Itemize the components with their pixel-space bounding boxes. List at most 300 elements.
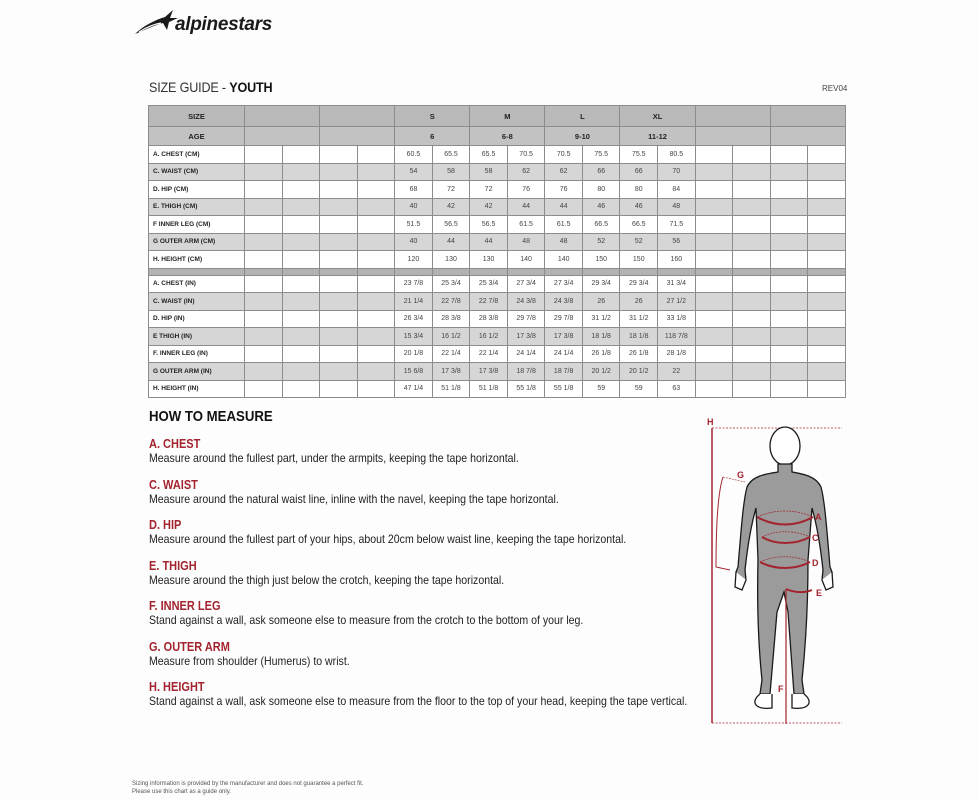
value-cell: 26 — [582, 293, 620, 311]
value-cell: 65.5 — [432, 146, 470, 164]
value-cell — [733, 233, 771, 251]
value-cell — [282, 251, 320, 269]
value-cell: 26 1/8 — [620, 345, 658, 363]
value-cell: 22 — [658, 363, 696, 381]
value-cell — [770, 363, 808, 381]
value-cell: 24 3/8 — [545, 293, 583, 311]
measure-heading: E. THIGH — [149, 558, 197, 573]
value-cell — [770, 163, 808, 181]
value-cell: 72 — [470, 181, 508, 199]
value-cell: 22 7/8 — [470, 293, 508, 311]
value-cell: 54 — [395, 163, 433, 181]
value-cell — [733, 310, 771, 328]
measure-description: Stand against a wall, ask someone else to measure from the crotch to the bottom of your leg. — [149, 613, 584, 627]
value-cell — [245, 380, 283, 398]
value-cell — [282, 233, 320, 251]
value-cell — [320, 345, 358, 363]
row-label: E. THIGH (CM) — [149, 198, 245, 216]
value-cell — [808, 293, 846, 311]
value-cell: 76 — [507, 181, 545, 199]
value-cell: 29 3/4 — [582, 275, 620, 293]
value-cell — [733, 363, 771, 381]
value-cell — [357, 181, 395, 199]
value-cell — [733, 146, 771, 164]
value-cell — [733, 198, 771, 216]
value-cell: 25 3/4 — [432, 275, 470, 293]
age-cell — [695, 127, 770, 146]
value-cell — [320, 380, 358, 398]
value-cell: 18 1/8 — [620, 328, 658, 346]
value-cell: 44 — [545, 198, 583, 216]
value-cell: 61.5 — [545, 216, 583, 234]
value-cell: 66.5 — [582, 216, 620, 234]
size-cell — [770, 106, 845, 127]
age-cell: 6 — [395, 127, 470, 146]
age-cell — [245, 127, 320, 146]
value-cell: 70.5 — [545, 146, 583, 164]
value-cell — [808, 181, 846, 199]
measure-instruction — [149, 478, 709, 506]
separator-cell — [357, 268, 395, 275]
value-cell: 31 1/2 — [582, 310, 620, 328]
value-cell — [808, 146, 846, 164]
value-cell: 70 — [658, 163, 696, 181]
value-cell — [245, 363, 283, 381]
value-cell — [770, 275, 808, 293]
row-label: C. WAIST (IN) — [149, 293, 245, 311]
label-a: A — [815, 512, 822, 522]
value-cell — [770, 328, 808, 346]
value-cell — [357, 146, 395, 164]
value-cell: 16 1/2 — [470, 328, 508, 346]
value-cell — [808, 345, 846, 363]
value-cell: 25 3/4 — [470, 275, 508, 293]
value-cell — [733, 275, 771, 293]
measure-heading: A. CHEST — [149, 437, 201, 451]
value-cell: 24 1/4 — [507, 345, 545, 363]
value-cell — [282, 345, 320, 363]
measure-heading: C. WAIST — [149, 477, 198, 492]
value-cell — [695, 233, 733, 251]
row-label: F. INNER LEG (IN) — [149, 345, 245, 363]
value-cell — [282, 163, 320, 181]
value-cell: 18 1/8 — [582, 328, 620, 346]
value-cell: 15 6/8 — [395, 363, 433, 381]
value-cell: 76 — [545, 181, 583, 199]
separator-cell — [320, 268, 358, 275]
value-cell — [808, 216, 846, 234]
value-cell: 66.5 — [620, 216, 658, 234]
value-cell — [245, 328, 283, 346]
value-cell — [695, 380, 733, 398]
value-cell — [695, 275, 733, 293]
value-cell — [733, 345, 771, 363]
value-cell — [357, 310, 395, 328]
measure-instruction — [149, 559, 709, 587]
value-cell: 68 — [395, 181, 433, 199]
value-cell — [733, 251, 771, 269]
label-c: C — [812, 533, 819, 543]
footer-line-2: Please use this chart as a guide only. — [132, 789, 231, 795]
value-cell — [282, 146, 320, 164]
value-cell — [808, 328, 846, 346]
value-cell — [245, 181, 283, 199]
value-cell — [320, 181, 358, 199]
value-cell — [245, 233, 283, 251]
value-cell — [695, 251, 733, 269]
value-cell: 24 3/8 — [507, 293, 545, 311]
value-cell: 56.5 — [470, 216, 508, 234]
value-cell — [808, 363, 846, 381]
value-cell: 18 7/8 — [507, 363, 545, 381]
value-cell: 16 1/2 — [432, 328, 470, 346]
value-cell: 75.5 — [620, 146, 658, 164]
value-cell — [695, 163, 733, 181]
value-cell — [245, 293, 283, 311]
value-cell: 29 7/8 — [507, 310, 545, 328]
value-cell — [733, 293, 771, 311]
size-cell: M — [470, 106, 545, 127]
value-cell: 62 — [507, 163, 545, 181]
value-cell — [320, 198, 358, 216]
value-cell: 48 — [658, 198, 696, 216]
title-category: YOUTH — [229, 79, 273, 95]
value-cell — [357, 363, 395, 381]
value-cell — [770, 233, 808, 251]
value-cell: 48 — [507, 233, 545, 251]
brand-logo — [133, 8, 303, 38]
table-row — [149, 233, 846, 251]
value-cell — [357, 216, 395, 234]
row-label: C. WAIST (CM) — [149, 163, 245, 181]
value-cell — [733, 328, 771, 346]
measure-heading: G. OUTER ARM — [149, 639, 230, 654]
value-cell: 65.5 — [470, 146, 508, 164]
value-cell — [282, 198, 320, 216]
value-cell: 42 — [432, 198, 470, 216]
value-cell: 46 — [620, 198, 658, 216]
how-to-measure-title: HOW TO MEASURE — [149, 408, 273, 425]
value-cell: 62 — [545, 163, 583, 181]
value-cell: 60.5 — [395, 146, 433, 164]
value-cell: 21 1/4 — [395, 293, 433, 311]
value-cell: 22 7/8 — [432, 293, 470, 311]
table-row — [149, 198, 846, 216]
value-cell — [695, 328, 733, 346]
label-h: H — [707, 417, 714, 427]
age-header-row — [149, 127, 846, 146]
value-cell — [320, 363, 358, 381]
value-cell — [770, 146, 808, 164]
value-cell — [282, 310, 320, 328]
value-cell — [245, 251, 283, 269]
table-row — [149, 181, 846, 199]
value-cell: 51 1/8 — [470, 380, 508, 398]
size-cell — [320, 106, 395, 127]
age-cell: 6-8 — [470, 127, 545, 146]
value-cell — [695, 198, 733, 216]
table-row — [149, 345, 846, 363]
value-cell — [808, 163, 846, 181]
age-header-label: AGE — [149, 127, 245, 146]
separator-cell — [582, 268, 620, 275]
value-cell — [320, 163, 358, 181]
value-cell — [282, 363, 320, 381]
value-cell: 26 1/8 — [582, 345, 620, 363]
value-cell: 17 3/8 — [432, 363, 470, 381]
value-cell: 22 1/4 — [470, 345, 508, 363]
value-cell — [320, 310, 358, 328]
value-cell: 58 — [470, 163, 508, 181]
measure-instruction — [149, 437, 709, 465]
row-label: E THIGH (IN) — [149, 328, 245, 346]
value-cell: 56 — [658, 233, 696, 251]
value-cell — [357, 198, 395, 216]
value-cell: 29 7/8 — [545, 310, 583, 328]
value-cell: 59 — [620, 380, 658, 398]
measure-description: Measure from shoulder (Humerus) to wrist. — [149, 653, 350, 668]
table-row — [149, 293, 846, 311]
separator-cell — [620, 268, 658, 275]
value-cell: 26 — [620, 293, 658, 311]
value-cell: 140 — [507, 251, 545, 269]
value-cell — [282, 328, 320, 346]
age-cell — [770, 127, 845, 146]
value-cell: 71.5 — [658, 216, 696, 234]
value-cell — [320, 275, 358, 293]
value-cell: 51 1/8 — [432, 380, 470, 398]
value-cell: 44 — [432, 233, 470, 251]
size-header-label: SIZE — [149, 106, 245, 127]
value-cell — [808, 380, 846, 398]
value-cell — [695, 181, 733, 199]
table-row — [149, 380, 846, 398]
separator-cell — [733, 268, 771, 275]
table-row — [149, 363, 846, 381]
row-label: H. HEIGHT (CM) — [149, 251, 245, 269]
value-cell — [695, 293, 733, 311]
value-cell: 140 — [545, 251, 583, 269]
value-cell — [808, 251, 846, 269]
measure-instruction — [149, 599, 709, 627]
value-cell: 66 — [620, 163, 658, 181]
value-cell — [245, 163, 283, 181]
value-cell: 63 — [658, 380, 696, 398]
table-row — [149, 251, 846, 269]
table-row — [149, 328, 846, 346]
value-cell — [357, 328, 395, 346]
separator-cell — [808, 268, 846, 275]
value-cell — [282, 275, 320, 293]
value-cell: 56.5 — [432, 216, 470, 234]
table-row — [149, 216, 846, 234]
value-cell: 118 7/8 — [658, 328, 696, 346]
value-cell: 160 — [658, 251, 696, 269]
value-cell: 80 — [620, 181, 658, 199]
value-cell: 51.5 — [395, 216, 433, 234]
value-cell: 31 3/4 — [658, 275, 696, 293]
value-cell: 52 — [620, 233, 658, 251]
value-cell — [357, 345, 395, 363]
value-cell — [320, 293, 358, 311]
separator-cell — [658, 268, 696, 275]
value-cell: 44 — [507, 198, 545, 216]
value-cell: 48 — [545, 233, 583, 251]
size-cell: L — [545, 106, 620, 127]
label-e: E — [816, 588, 823, 598]
value-cell: 17 3/8 — [470, 363, 508, 381]
body-measurement-figure — [700, 412, 850, 730]
measure-description: Measure around the natural waist line, inline with the navel, keeping the tape horizontal. — [149, 491, 559, 506]
value-cell: 70.5 — [507, 146, 545, 164]
value-cell — [245, 216, 283, 234]
label-d: D — [812, 558, 819, 568]
value-cell — [770, 198, 808, 216]
value-cell — [357, 275, 395, 293]
separator-cell — [507, 268, 545, 275]
value-cell — [282, 380, 320, 398]
row-label: D. HIP (IN) — [149, 310, 245, 328]
value-cell — [320, 328, 358, 346]
value-cell: 40 — [395, 233, 433, 251]
value-cell: 20 1/8 — [395, 345, 433, 363]
value-cell — [695, 146, 733, 164]
value-cell: 52 — [582, 233, 620, 251]
star-swoosh-icon — [133, 8, 179, 38]
value-cell: 130 — [432, 251, 470, 269]
value-cell — [733, 380, 771, 398]
value-cell: 23 7/8 — [395, 275, 433, 293]
value-cell — [245, 275, 283, 293]
value-cell — [245, 146, 283, 164]
value-cell — [808, 198, 846, 216]
row-label: G OUTER ARM (IN) — [149, 363, 245, 381]
value-cell — [695, 363, 733, 381]
value-cell: 55 1/8 — [507, 380, 545, 398]
value-cell: 31 1/2 — [620, 310, 658, 328]
value-cell: 66 — [582, 163, 620, 181]
label-g: G — [737, 470, 745, 480]
title-prefix: SIZE GUIDE - — [149, 79, 230, 95]
value-cell — [282, 181, 320, 199]
value-cell: 130 — [470, 251, 508, 269]
value-cell: 150 — [582, 251, 620, 269]
separator-cell — [395, 268, 433, 275]
value-cell — [245, 345, 283, 363]
value-cell: 33 1/8 — [658, 310, 696, 328]
table-row — [149, 146, 846, 164]
value-cell: 40 — [395, 198, 433, 216]
value-cell: 20 1/2 — [620, 363, 658, 381]
value-cell: 17 3/8 — [507, 328, 545, 346]
size-cell — [245, 106, 320, 127]
value-cell — [733, 163, 771, 181]
value-cell — [320, 251, 358, 269]
footer-line-1: Sizing information is provided by the manufacturer and does not guarantee a perfect fit. — [132, 781, 364, 787]
value-cell — [770, 293, 808, 311]
value-cell — [770, 216, 808, 234]
row-label: H. HEIGHT (IN) — [149, 380, 245, 398]
value-cell — [245, 310, 283, 328]
measure-instruction — [149, 680, 709, 708]
value-cell — [695, 310, 733, 328]
value-cell — [695, 345, 733, 363]
size-cell: XL — [620, 106, 695, 127]
size-table — [148, 105, 846, 398]
value-cell — [733, 216, 771, 234]
unit-separator-row — [149, 268, 846, 275]
value-cell: 61.5 — [507, 216, 545, 234]
value-cell — [357, 233, 395, 251]
value-cell: 120 — [395, 251, 433, 269]
value-cell: 28 1/8 — [658, 345, 696, 363]
measure-description: Measure around the thigh just below the crotch, keeping the tape horizontal. — [149, 572, 505, 587]
row-label: G OUTER ARM (CM) — [149, 233, 245, 251]
value-cell: 28 3/8 — [470, 310, 508, 328]
table-row — [149, 275, 846, 293]
separator-cell — [149, 268, 245, 275]
value-cell — [770, 310, 808, 328]
value-cell — [320, 216, 358, 234]
value-cell: 47 1/4 — [395, 380, 433, 398]
row-label: F INNER LEG (CM) — [149, 216, 245, 234]
value-cell — [733, 181, 771, 199]
value-cell — [282, 293, 320, 311]
measure-heading: F. INNER LEG — [149, 599, 221, 613]
separator-cell — [432, 268, 470, 275]
value-cell — [808, 233, 846, 251]
value-cell — [770, 181, 808, 199]
age-cell — [320, 127, 395, 146]
footer-disclaimer — [132, 780, 363, 796]
value-cell — [357, 293, 395, 311]
separator-cell — [770, 268, 808, 275]
value-cell — [282, 216, 320, 234]
value-cell: 150 — [620, 251, 658, 269]
value-cell: 27 1/2 — [658, 293, 696, 311]
age-cell: 9-10 — [545, 127, 620, 146]
value-cell: 59 — [582, 380, 620, 398]
value-cell: 29 3/4 — [620, 275, 658, 293]
separator-cell — [545, 268, 583, 275]
value-cell: 80 — [582, 181, 620, 199]
table-row — [149, 310, 846, 328]
measure-description: Stand against a wall, ask someone else to measure from the floor to the top of your head, keeping the tape vertical. — [149, 694, 688, 708]
value-cell: 44 — [470, 233, 508, 251]
value-cell: 58 — [432, 163, 470, 181]
value-cell: 80.5 — [658, 146, 696, 164]
value-cell: 27 3/4 — [507, 275, 545, 293]
value-cell: 75.5 — [582, 146, 620, 164]
size-header-row — [149, 106, 846, 127]
value-cell — [770, 251, 808, 269]
value-cell: 42 — [470, 198, 508, 216]
label-f: F — [778, 684, 784, 694]
value-cell — [808, 275, 846, 293]
value-cell — [357, 251, 395, 269]
size-cell: S — [395, 106, 470, 127]
value-cell — [245, 198, 283, 216]
measure-description: Measure around the fullest part of your hips, about 20cm below waist line, keeping the tape horizontal. — [149, 532, 627, 546]
measure-description: Measure around the fullest part, under the armpits, keeping the tape horizontal. — [149, 451, 519, 465]
value-cell — [695, 216, 733, 234]
value-cell: 15 3/4 — [395, 328, 433, 346]
measure-instruction — [149, 518, 709, 546]
row-label: D. HIP (CM) — [149, 181, 245, 199]
value-cell — [770, 345, 808, 363]
value-cell — [357, 380, 395, 398]
measure-heading: D. HIP — [149, 518, 182, 532]
